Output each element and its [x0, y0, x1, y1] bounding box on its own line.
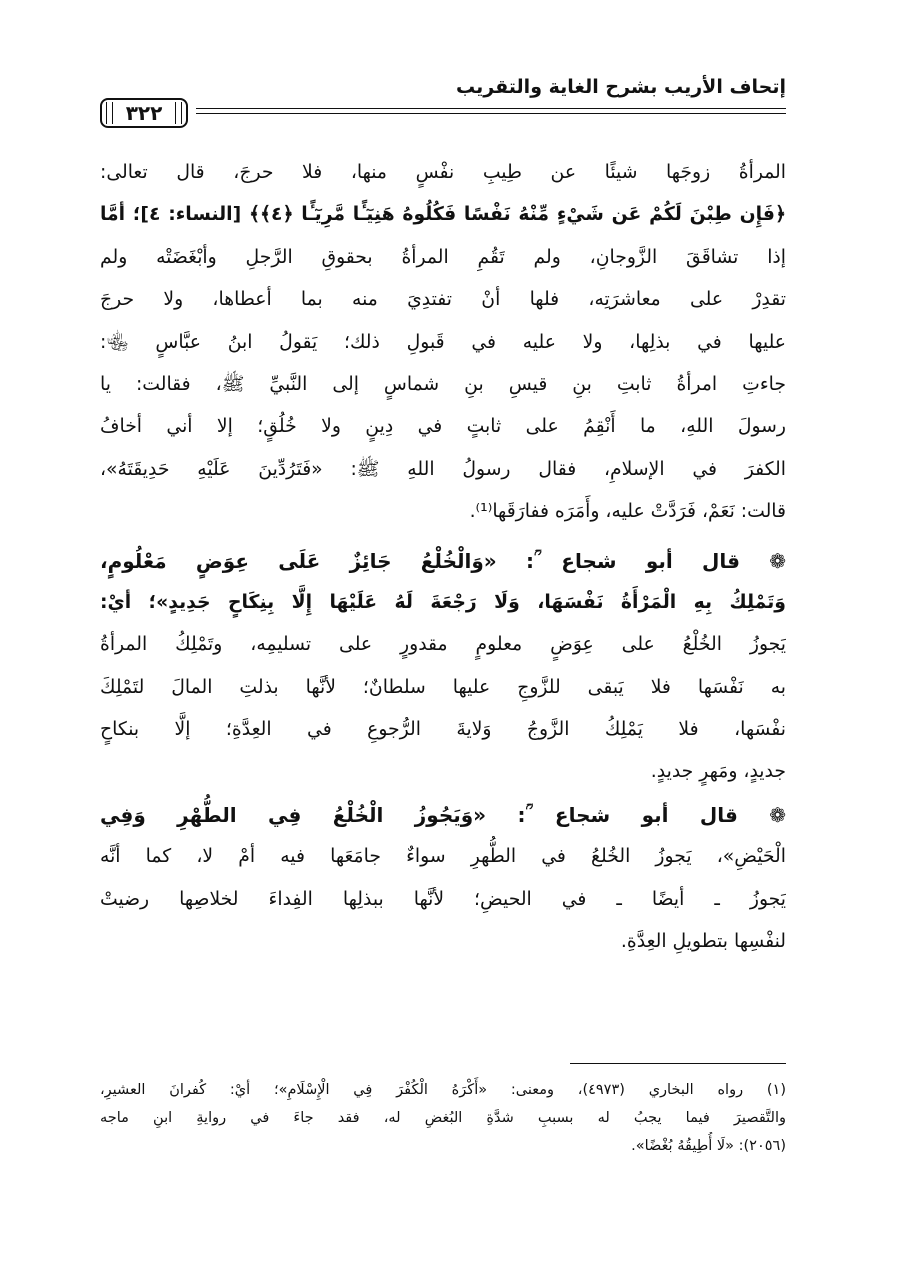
text-line: جديدٍ، ومَهرٍ جديدٍ.: [650, 761, 786, 783]
text-line: يَجوزُ الخُلْعُ على عِوَضٍ معلومٍ مقدورٍ على تسليمِه، وتَمْلِكُ المرأةُ: [100, 634, 786, 656]
text-line: به نَفْسَها فلا يَبقى للزَّوجِ عليها سلطانٌ؛ لأنَّها بذلتِ المالَ لتَمْلِكَ: [100, 676, 786, 698]
text-line: إذا تشاقَقَ الزَّوجانِ، ولم تَقُمِ المرأةُ بحقوقِ الرَّجلِ وأبْغَضَتْه ولم: [100, 246, 786, 268]
text-line: رسولَ اللهِ، ما أَنْقِمُ على ثابتٍ في دِينٍ ولا خُلُقٍ؛ إلا أني أخافُ: [100, 416, 786, 438]
footnotes: [100, 1076, 786, 1160]
page-number-box: [100, 98, 188, 128]
text-line: المرأةُ زوجَها شيئًا عن طِيبِ نفْسٍ منها، فلا حرجَ، قال تعالى:: [100, 162, 786, 183]
text-line: لنفْسِها بتطويلِ العِدَّةِ.: [620, 931, 786, 953]
body-text: [100, 152, 786, 963]
quran-verse-line: ﴿فَإِن طِبْنَ لَكُمْ عَن شَيْءٍ مِّنْهُ نَفْسًا فَكُلُوهُ هَنِيٓـًٔا مَّرِيٓـًٔا ﴿٤﴾﴾ [النساء: ٤]؛ أمَّا: [100, 204, 786, 226]
text-line: قالت: نَعَمْ، فَرَدَّتْ عليه، وأَمَرَه ففارَقَها⁽¹⁾.: [469, 501, 786, 523]
page-number: ٣٢٢: [125, 101, 163, 125]
page-header: [100, 68, 786, 148]
footnote-line: (٢٠٥٦): «لَا أُطِيقُهُ بُغْضًا».: [631, 1138, 786, 1154]
text-line: عليها في بذلِها، ولا عليه في قَبولِ ذلك؛ يَقولُ ابنُ عبَّاسٍ ﵄:: [100, 331, 786, 353]
matn-heading-line: ❁ قال أبو شجاع ؒ: «وَيَجُوزُ الْخُلْعُ فِي الطُّهْرِ وَفِي: [100, 802, 786, 827]
footnote-line: (١) رواه البخاري (٤٩٧٣)، ومعنى: «أَكْرَهُ الْكُفْرَ فِي الْإِسْلَامِ»؛ أيْ: كُفرانَ العشيرِ،: [100, 1082, 786, 1098]
matn-line: وَتَمْلِكُ بِهِ الْمَرْأَةُ نَفْسَهَا، وَلَا رَجْعَةَ لَهُ عَلَيْهَا إِلَّا بِنِكَاحٍ جَدِيدٍ»؛ أيْ:: [100, 591, 786, 613]
text-line: يَجوزُ ـ أيضًا ـ في الحيضِ؛ لأنَّها ببذلِها الفِداءَ لخلاصِها رضيتْ: [100, 888, 786, 910]
text-line: الْحَيْضِ»، يَجوزُ الخُلعُ في الطُّهرِ سواءٌ جامَعَها فيه أمْ لا، كما أنَّه: [100, 846, 786, 868]
text-line: نفْسَها، فلا يَمْلِكُ الزَّوجُ وَلايةَ الرُّجوعِ في العِدَّةِ؛ إلَّا بنكاحٍ: [100, 719, 786, 741]
text-line: الكفرَ في الإسلامِ، فقال رسولُ اللهِ ﷺ: «فَتَرُدِّينَ عَلَيْهِ حَدِيقَتَهُ»،: [100, 458, 786, 480]
footnote-rule: [570, 1063, 786, 1064]
header-rule: [100, 108, 786, 116]
matn-heading-line: ❁ قال أبو شجاع ؒ: «وَالْخُلْعُ جَائِزٌ عَلَى عِوَضٍ مَعْلُومٍ،: [100, 548, 786, 573]
footnote-line: والتَّقصيرَ فيما يجبُ له بسببِ شدَّةِ البُغضِ له، فقد جاءَ في روايةِ ابنِ ماجه: [100, 1110, 786, 1126]
text-line: جاءتِ امرأةُ ثابتِ بنِ قيسِ بنِ شماسٍ إلى النَّبيِّ ﷺ، فقالت: يا: [100, 373, 786, 395]
running-title: إتحاف الأريب بشرح الغاية والتقريب: [456, 76, 786, 98]
text-line: تقدِرْ على معاشرَتِه، فلها أنْ تفتدِيَ منه بما أعطاها، ولا حرجَ: [100, 289, 786, 311]
